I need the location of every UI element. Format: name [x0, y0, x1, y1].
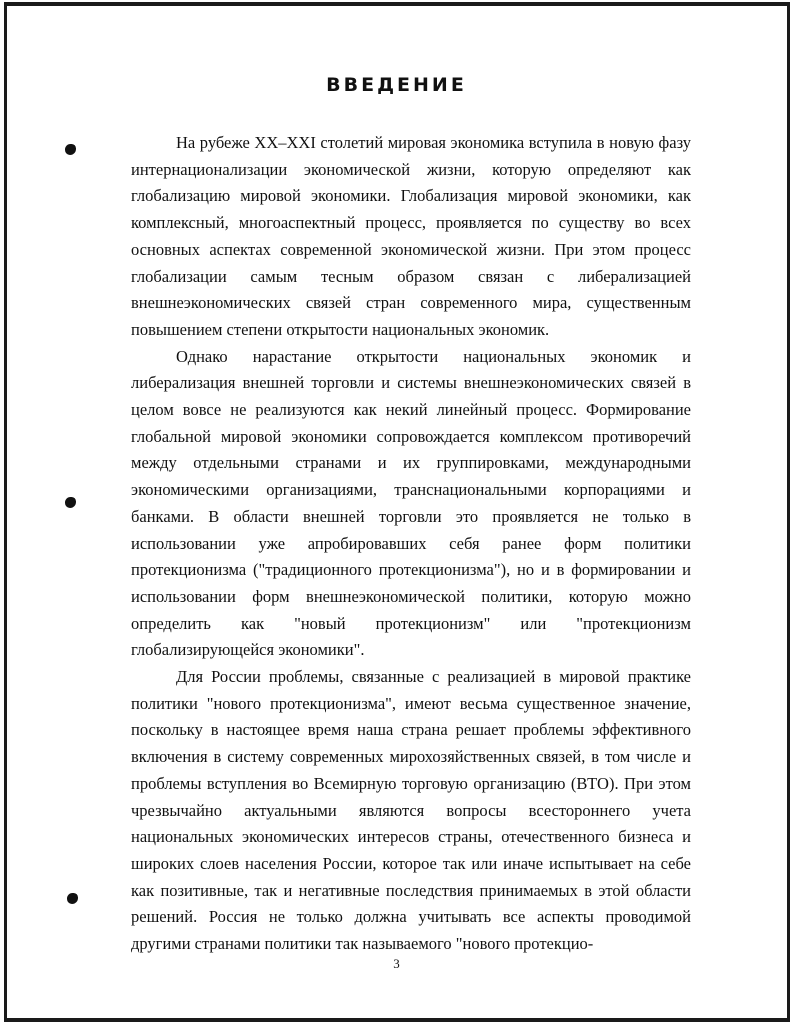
scan-border-top	[4, 2, 789, 6]
body-text	[131, 130, 691, 958]
page-title: ВВЕДЕНИЕ	[326, 74, 467, 96]
paragraph: На рубеже XX–XXI столетий мировая экономика вступила в новую фазу интернационализации экономической жизни, которую определяют как глобализацию мировой экономики. Глобализация мировой экономики, как комплексный, многоаспектный процесс, проявляется по существу во всех основных аспектах современной экономической жизни. При этом процесс глобализации самым тесным образом связан с либерализацией внешнеэкономических связей стран современного мира, существенным повышением степени открытости национальных экономик.	[131, 133, 691, 339]
page-number: 3	[393, 956, 400, 971]
punch-hole-mark	[67, 893, 78, 904]
scan-border-bottom	[4, 1018, 789, 1022]
punch-hole-mark	[65, 144, 76, 155]
scan-border-right	[787, 2, 790, 1022]
paragraph: Однако нарастание открытости национальных экономик и либерализация внешней торговли и системы внешнеэкономических связей в целом вовсе не реализуются как некий линейный процесс. Формирование глобальной мировой экономики сопровождается комплексом противоречий между отдельными странами и их группировками, международными экономическими организациями, транснациональными корпорациями и банками. В области внешней торговли это проявляется не только в использовании уже апробировавших себя ранее форм политики протекционизма ("традиционного протекционизма"), но и в формировании и использовании форм внешнеэкономической политики, которую можно определить как "новый протекционизм" или "протекционизм глобализирующейся экономики".	[131, 346, 691, 660]
punch-hole-mark	[65, 497, 76, 508]
scan-border-left	[4, 2, 7, 1022]
paragraph: Для России проблемы, связанные с реализацией в мировой практике политики "нового протекционизма", имеют весьма существенное значение, поскольку в настоящее время наша страна решает проблемы эффективного включения в систему современных мирохозяйственных связей, в том числе и проблемы вступления во Всемирную торговую организацию (ВТО). При этом чрезвычайно актуальными являются вопросы всестороннего учета национальных экономических интересов страны, отечественного бизнеса и широких слоев населения России, которое так или иначе испытывает на себе как позитивные, так и негативные последствия принимаемых в этой области решений. Россия не только должна учитывать все аспекты проводимой другими странами политики так называемого "нового протекцио-	[131, 667, 691, 954]
